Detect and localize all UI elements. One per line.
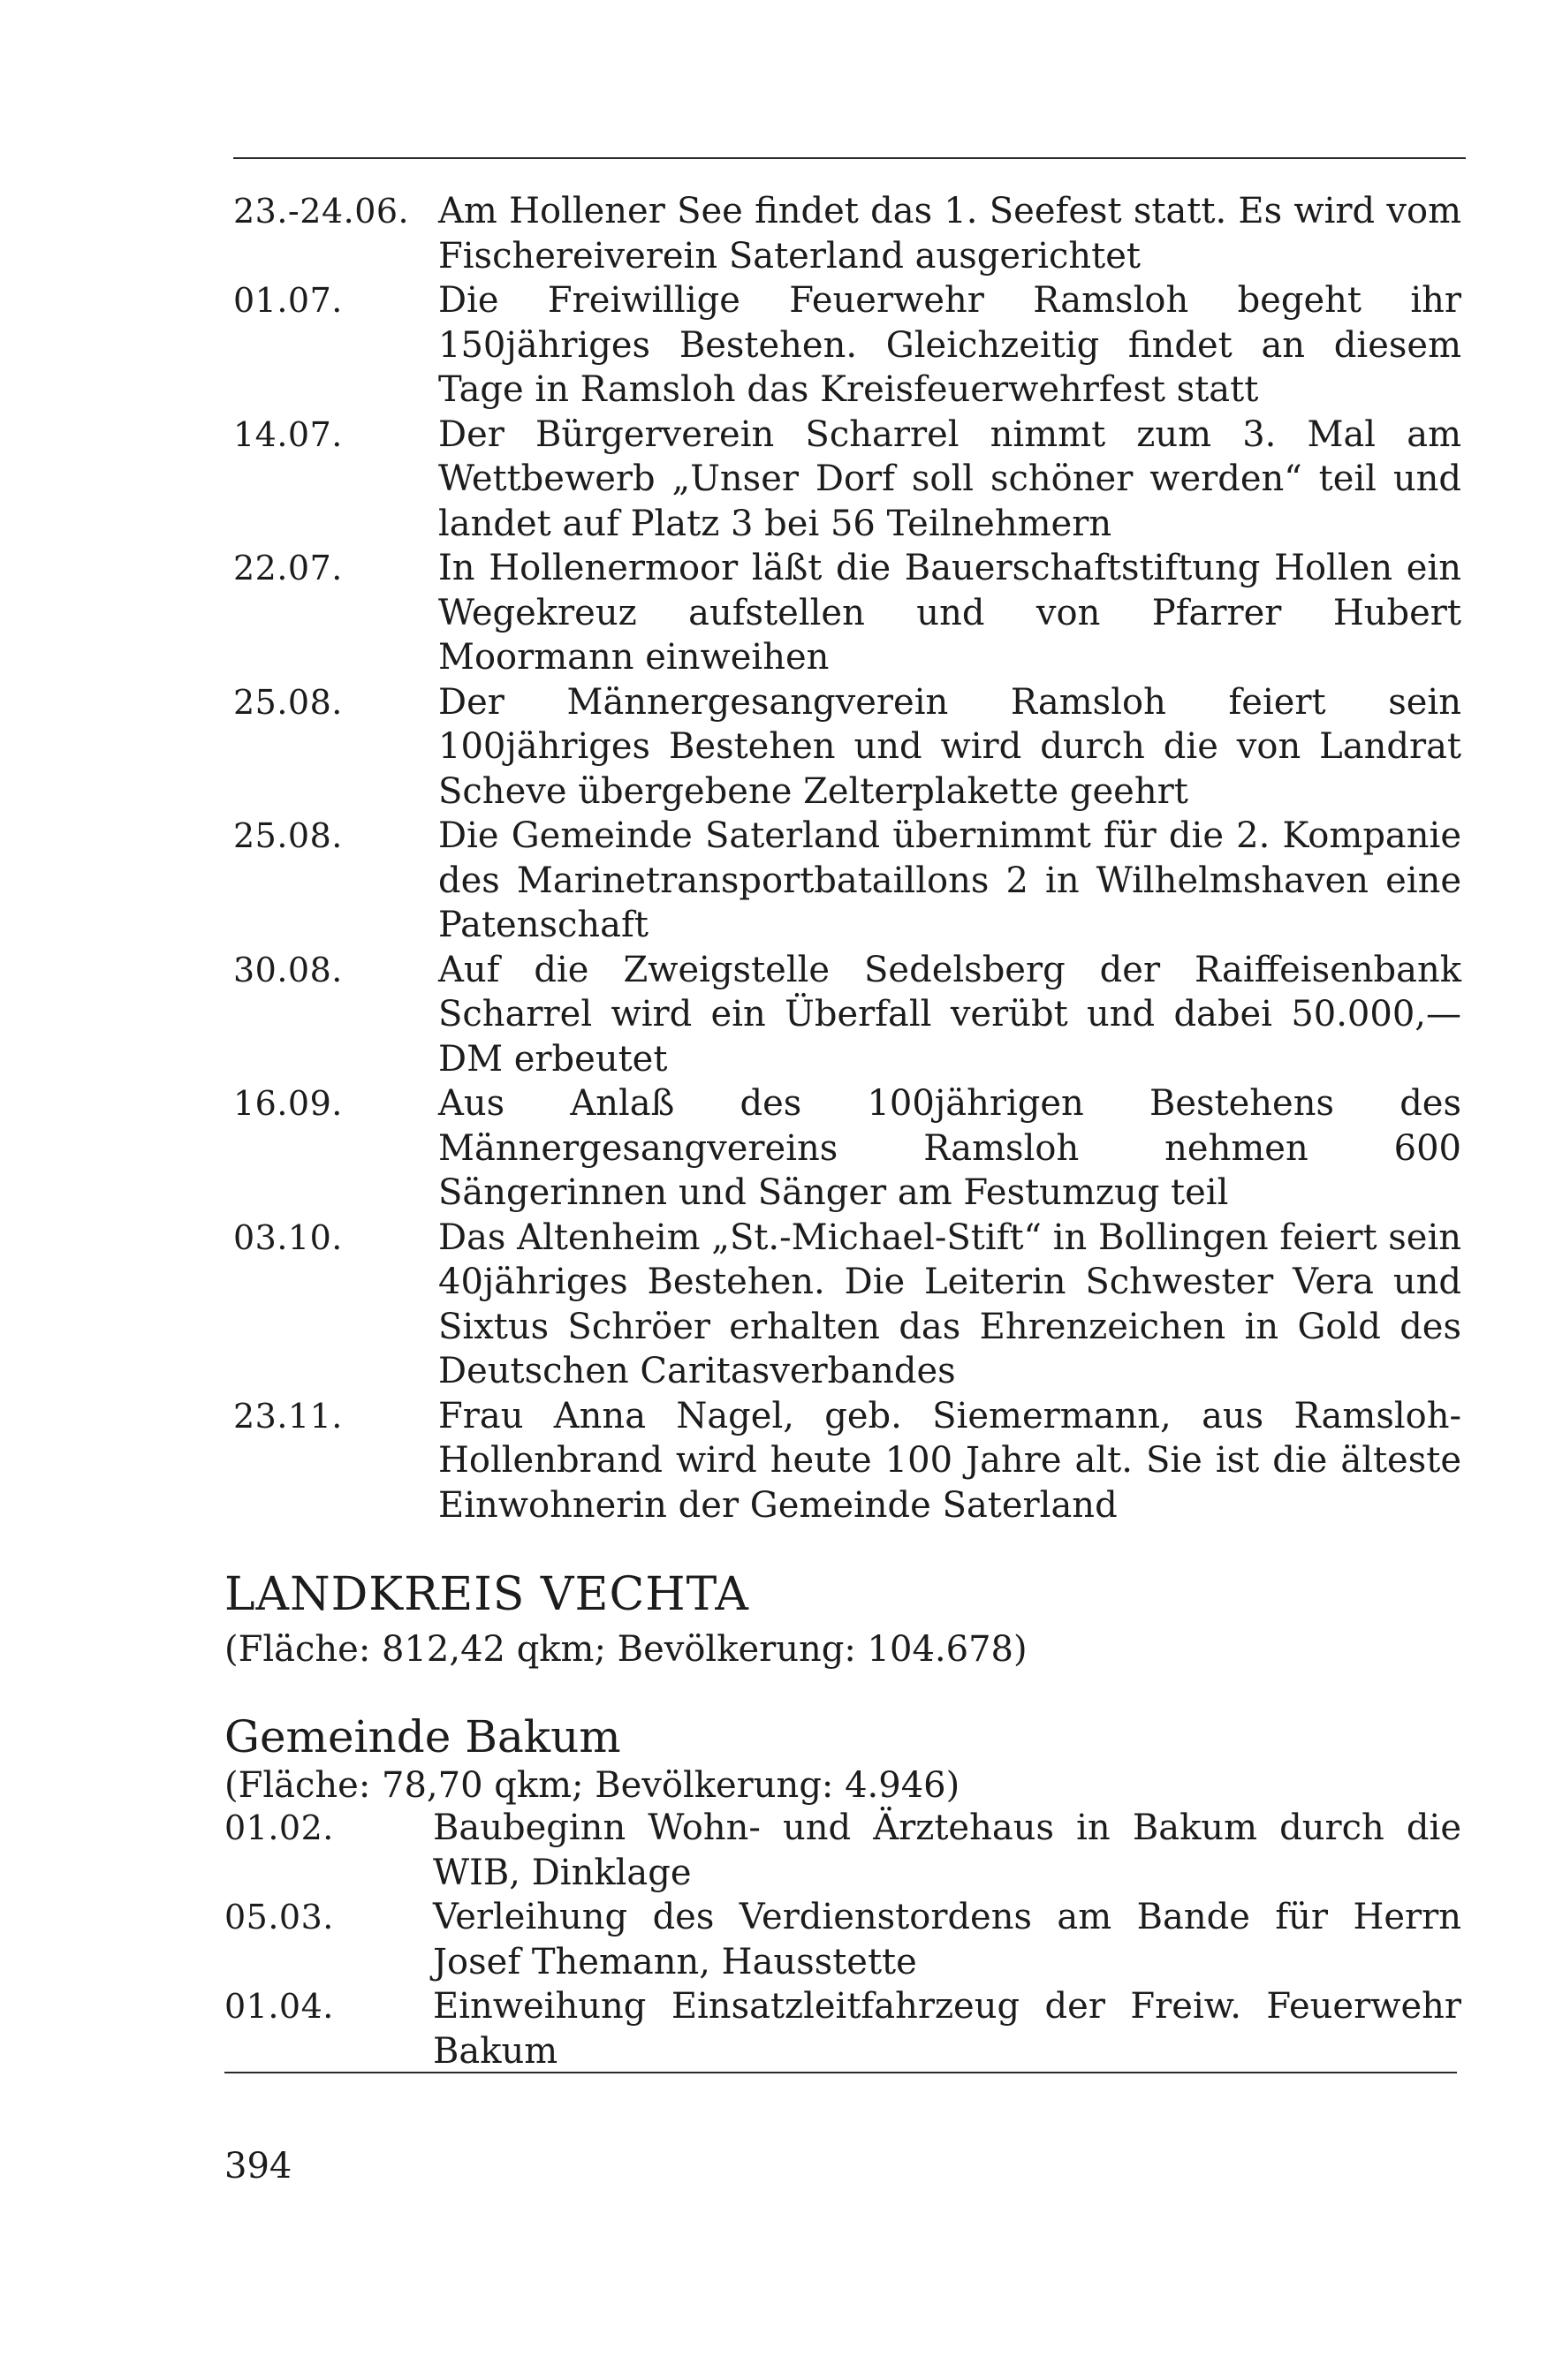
page-number: 394	[224, 2146, 292, 2187]
chronicle-entry	[233, 413, 1461, 547]
entry-date: 01.02.	[224, 1808, 334, 1847]
chronicle-entry	[224, 1895, 1461, 1984]
chronicle-entry	[233, 1216, 1461, 1394]
chronicle-entry	[224, 1806, 1461, 1895]
entry-text: Das Altenheim „St.-Michael-Stift“ in Bollingen feiert sein 40jähriges Bestehen. Die Leiterin Schwester Vera und Sixtus Schröer erhalten das Ehrenzeichen in Gold des Deutschen Caritasverbandes	[438, 1217, 1461, 1391]
entry-date: 01.07.	[233, 281, 343, 320]
top-rule	[233, 157, 1466, 159]
subsection-area-population: (Fläche: 78,70 qkm; Bevölkerung: 4.946)	[224, 1765, 960, 1806]
entry-date: 30.08.	[233, 950, 343, 989]
entry-text: Auf die Zweigstelle Sedelsberg der Raiffeisenbank Scharrel wird ein Überfall verübt und dabei 50.000,— DM erbeutet	[438, 949, 1461, 1080]
chronicle-entry	[233, 948, 1461, 1082]
entry-text: Die Gemeinde Saterland übernimmt für die 2. Kompanie des Marinetransportbataillons 2 in Wilhelmshaven eine Patenschaft	[438, 815, 1461, 945]
entry-text: Aus Anlaß des 100jährigen Bestehens des Männergesangvereins Ramsloh nehmen 600 Sängerinnen und Sänger am Festumzug teil	[438, 1083, 1461, 1213]
entry-text: In Hollenermoor läßt die Bauerschaftstiftung Hollen ein Wegekreuz aufstellen und von Pfarrer Hubert Moormann einweihen	[438, 548, 1461, 678]
entry-text: Der Männergesangverein Ramsloh feiert sein 100jähriges Bestehen und wird durch die von Landrat Scheve übergebene Zelterplakette geehrt	[438, 681, 1461, 812]
subsection-heading-gemeinde: Gemeinde Bakum	[224, 1711, 621, 1762]
chronicle-entry	[233, 546, 1461, 680]
entry-date: 23.-24.06.	[233, 192, 410, 231]
chronicle-entry	[233, 1081, 1461, 1216]
chronicle-entry	[233, 189, 1461, 278]
entry-date: 25.08.	[233, 816, 343, 855]
chronicle-entries-bakum	[224, 1806, 1461, 2073]
entry-date: 03.10.	[233, 1217, 343, 1257]
entry-text: Verleihung des Verdienstordens am Bande für Herrn Josef Themann, Hausstette	[433, 1897, 1461, 1982]
chronicle-entry	[224, 1984, 1461, 2073]
chronicle-entries-saterland	[233, 189, 1461, 1527]
entry-text: Baubeginn Wohn- und Ärztehaus in Bakum durch die WIB, Dinklage	[433, 1808, 1461, 1893]
chronicle-entry	[233, 1394, 1461, 1528]
entry-date: 05.03.	[224, 1898, 334, 1937]
entry-text: Frau Anna Nagel, geb. Siemermann, aus Ramsloh-Hollenbrand wird heute 100 Jahre alt. Sie ist die älteste Einwohnerin der Gemeinde Saterland	[438, 1395, 1461, 1526]
entry-date: 25.08.	[233, 682, 343, 722]
chronicle-entry	[233, 814, 1461, 948]
entry-text: Der Bürgerverein Scharrel nimmt zum 3. Mal am Wettbewerb „Unser Dorf soll schöner werden“ teil und landet auf Platz 3 bei 56 Teilnehmern	[438, 413, 1461, 544]
chronicle-entry	[233, 278, 1461, 413]
entry-text: Am Hollener See findet das 1. Seefest statt. Es wird vom Fischereiverein Saterland ausgerichtet	[438, 191, 1461, 277]
entry-date: 23.11.	[233, 1396, 343, 1436]
entry-date: 16.09.	[233, 1084, 343, 1123]
entry-date: 22.07.	[233, 549, 343, 587]
entry-text: Einweihung Einsatzleitfahrzeug der Freiw. Feuerwehr Bakum	[433, 1986, 1461, 2072]
section-area-population: (Fläche: 812,42 qkm; Bevölkerung: 104.678)	[224, 1629, 1028, 1670]
bottom-rule	[224, 2072, 1457, 2073]
entry-text: Die Freiwillige Feuerwehr Ramsloh begeht ihr 150jähriges Bestehen. Gleichzeitig findet an diesem Tage in Ramsloh das Kreisfeuerwehrfest statt	[438, 280, 1461, 410]
section-heading-landkreis: LANDKREIS VECHTA	[224, 1568, 749, 1621]
chronicle-entry	[233, 680, 1461, 815]
entry-date: 14.07.	[233, 414, 343, 454]
entry-date: 01.04.	[224, 1987, 334, 2026]
